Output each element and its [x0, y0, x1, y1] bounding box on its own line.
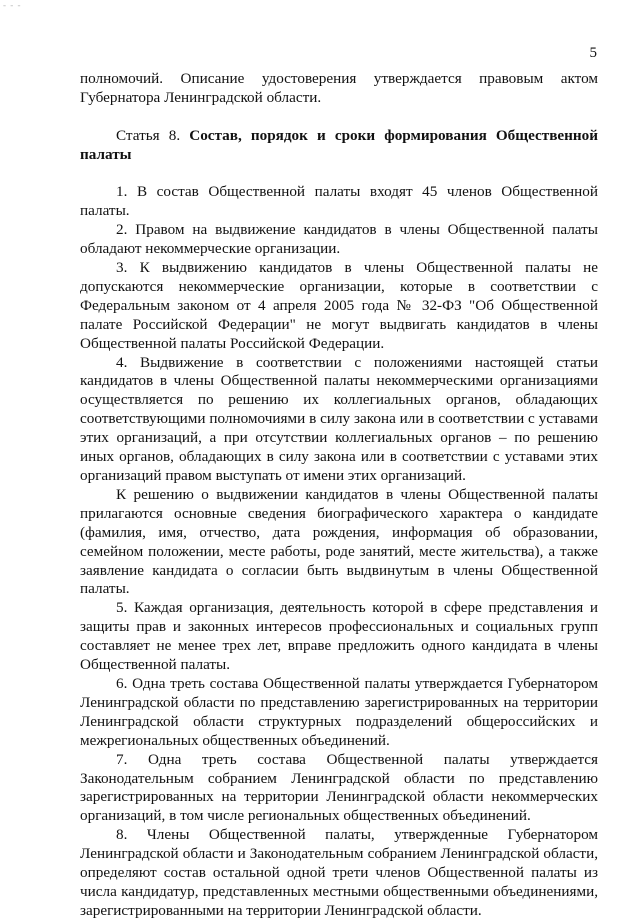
paragraph-8: 8. Члены Общественной палаты, утвержденные Губернатором Ленинградской области и Законодательным собранием Ленинградской области, определяют состав остальной одной трети членов Общественной палаты из числа кандидатур, представленных местными общественными объединениями, зарегистрированными на территории Ленинградской области.: [80, 826, 598, 919]
document-page: [80, 70, 598, 921]
paragraph-4: 4. Выдвижение в соответствии с положениями настоящей статьи кандидатов в члены Общественной палаты некоммерческими организациями осуществляется по решению их коллегиальных органов, обладающих соответствующими полномочиями в силу закона или в соответствии с уставами этих организаций, а при отсутствии коллегиальных органов – по решению иных органов, обладающих в силу закона или в соответствии с уставами этих организаций правом выступать от имени этих организаций.: [80, 353, 598, 484]
paragraph-1: 1. В состав Общественной палаты входят 45 членов Общественной палаты.: [80, 183, 598, 220]
paragraph-3: 3. К выдвижению кандидатов в члены Общественной палаты не допускаются некоммерческие организации, которые в соответствии с Федеральным законом от 4 апреля 2005 года № 32-ФЗ "Об Общественной палате Российской Федерации" не могут выдвигать кандидатов в члены Общественной палаты Российской Федерации.: [80, 259, 598, 352]
intro-paragraph: полномочий. Описание удостоверения утверждается правовым актом Губернатора Ленинградской области.: [80, 70, 598, 106]
article-title: Состав, порядок и сроки формирования Общественной палаты: [80, 126, 599, 163]
paragraph-4-continued: К решению о выдвижении кандидатов в члены Общественной палаты прилагаются основные сведения биографического характера о кандидате (фамилия, имя, отчество, дата рождения, информация об образовании, семейном положении, месте работы, роде занятий, месте жительства), а также заявление кандидата о согласии быть выдвинутым в члены Общественной палаты.: [80, 485, 598, 598]
paragraph-7: 7. Одна треть состава Общественной палаты утверждается Законодательным собранием Ленинградской области по представлению зарегистрированных на территории Ленинградской области некоммерческих организаций, в том числе региональных общественных объединений.: [80, 750, 598, 825]
scan-artifact-mark: - - -: [3, 0, 22, 10]
article-label: Статья 8.: [116, 126, 181, 144]
paragraph-5: 5. Каждая организация, деятельность которой в сфере представления и защиты прав и законных интересов профессиональных и социальных групп составляет не менее трех лет, вправе предложить одного кандидата в члены Общественной палаты.: [80, 599, 598, 674]
article-heading: [80, 127, 598, 165]
page-number: 5: [589, 45, 597, 61]
paragraph-6: 6. Одна треть состава Общественной палаты утверждается Губернатором Ленинградской области по представлению зарегистрированных на территории Ленинградской области структурных подразделений общероссийских и межрегиональных общественных объединений.: [80, 674, 598, 749]
paragraph-2: 2. Правом на выдвижение кандидатов в члены Общественной палаты обладают некоммерческие организации.: [80, 221, 598, 258]
